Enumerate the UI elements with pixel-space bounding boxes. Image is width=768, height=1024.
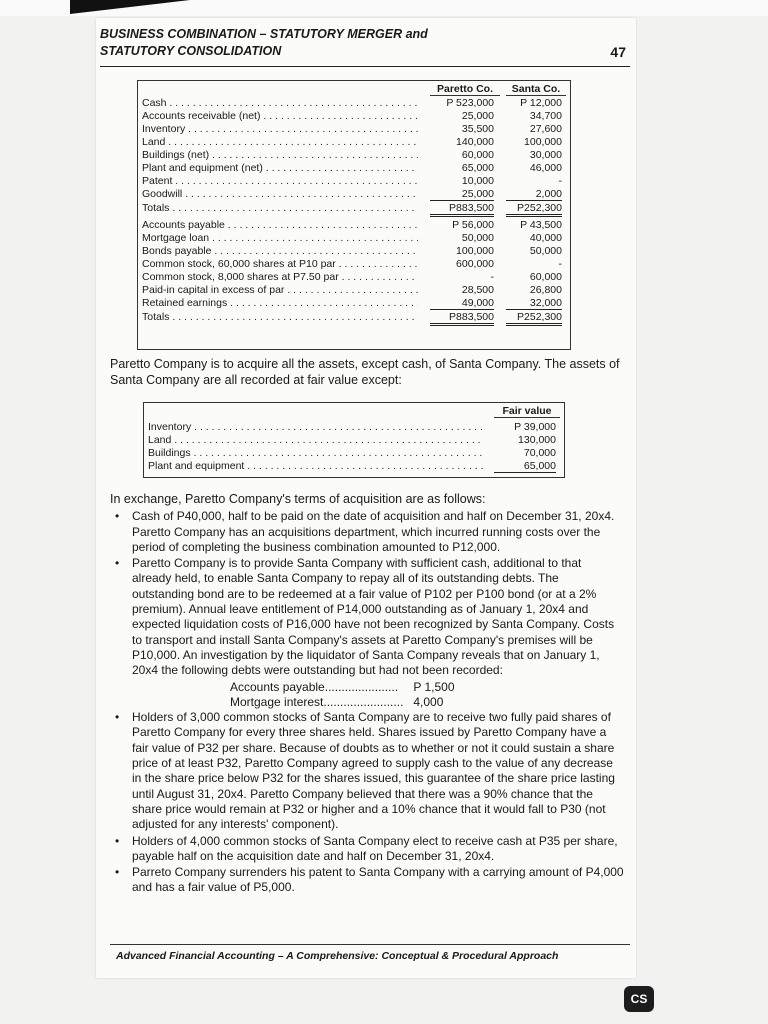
camscanner-badge: CS [624, 986, 654, 1012]
table-row [138, 258, 570, 270]
debt-value: P 1,500 [413, 679, 455, 694]
list-item [110, 710, 624, 832]
table-row [138, 232, 570, 244]
row-label: Totals . . . [142, 311, 418, 323]
fair-value: P 39,000 [514, 421, 556, 433]
table-row [138, 284, 570, 296]
row-label: Bonds payable . . . [142, 245, 418, 257]
intro-paragraph: Paretto Company is to acquire all the assets, except cash, of Santa Company. The assets of Santa Company are all recorded at fair value except: [110, 357, 620, 387]
paretto-value: - [490, 271, 494, 283]
santa-value: P 43,500 [520, 219, 562, 231]
table-row-total [138, 202, 570, 214]
paretto-value: P883,500 [430, 311, 494, 326]
row-label: Accounts receivable (net) . . . [142, 110, 418, 122]
paretto-value: P 523,000 [446, 97, 494, 109]
page-footer: Advanced Financial Accounting – A Comprehensive: Conceptual & Procedural Approach [116, 950, 559, 962]
table-row [144, 421, 564, 433]
balance-sheet-table [137, 80, 571, 350]
santa-value: 34,700 [529, 110, 562, 122]
paretto-value: 25,000 [430, 188, 494, 201]
santa-value: 27,600 [529, 123, 562, 135]
list-item [110, 834, 624, 865]
table-row [138, 123, 570, 135]
santa-value: 40,000 [529, 232, 562, 244]
row-label: Plant and equipment (net) . . . [142, 162, 418, 174]
table-row [138, 110, 570, 122]
row-label: Common stock, 8,000 shares at P7.50 par . . . [142, 271, 418, 283]
paretto-value: 35,500 [461, 123, 494, 135]
santa-value: P252,300 [506, 202, 562, 217]
row-label: Mortgage loan . . . [142, 232, 418, 244]
table-row [138, 162, 570, 174]
santa-value: 50,000 [529, 245, 562, 257]
table-row [138, 297, 570, 309]
row-label: Retained earnings . . . [142, 297, 418, 309]
santa-value: 32,000 [506, 297, 562, 310]
row-label: Goodwill . . . [142, 188, 418, 200]
bullet-text: Holders of 4,000 common stocks of Santa Company elect to receive cash at P35 per share, payable half on the acquisition date and half on December 31, 20x4. [132, 833, 618, 863]
row-label: Patent . . . [142, 175, 418, 187]
unrecorded-debt-row [110, 695, 624, 710]
paretto-value: 100,000 [456, 245, 494, 257]
bullet-text: Cash of P40,000, half to be paid on the date of acquisition and half on December 31, 20x4. Paretto Company has an acquisitions department, which incurred running costs over the period of completing the business combination amounted to P12,000. [132, 509, 615, 554]
paretto-value: 600,000 [456, 258, 494, 270]
debt-value: 4,000 [413, 694, 444, 709]
row-label: Inventory . . . [148, 421, 484, 433]
table-row [138, 271, 570, 283]
row-label: Plant and equipment . . . [148, 460, 484, 472]
page-header [100, 26, 630, 70]
row-label: Land . . . [148, 434, 484, 446]
santa-value: - [558, 258, 562, 270]
bullet-text: Holders of 3,000 common stocks of Santa Company are to receive two fully paid shares of Paretto Company for every three shares held. Shares issued by Paretto Company have a fair value of P32 per share. Because of doubts as to whether or not it could sustain a share price of at least P32, Paretto Company agreed to supply cash to the value of any decrease in the share price below P32 for the shares issued, this guarantee of the share price lasting until August 31, 20x4. Paretto Company believed that there was a 90% chance that the share price would remain at P32 or higher and a 10% chance that it would fall to P30 (not adjusted for any interests' component). [132, 710, 615, 832]
paretto-value: 140,000 [456, 136, 494, 148]
row-label: Inventory . . . [142, 123, 418, 135]
terms-intro: In exchange, Paretto Company's terms of acquisition are as follows: [110, 492, 486, 506]
santa-value: 100,000 [524, 136, 562, 148]
paretto-value: 10,000 [461, 175, 494, 187]
debt-label: Mortgage interest........................ [230, 694, 404, 709]
row-label: Land . . . [142, 136, 418, 148]
col-head-fair-value: Fair value [494, 405, 560, 418]
bullet-icon: • [115, 710, 120, 725]
santa-value: 46,000 [529, 162, 562, 174]
fair-value: 65,000 [494, 460, 556, 473]
row-label: Buildings . . . [148, 447, 484, 459]
table-row [138, 245, 570, 257]
paretto-value: P 56,000 [452, 219, 494, 231]
paretto-value: 49,000 [430, 297, 494, 310]
paretto-value: 50,000 [461, 232, 494, 244]
table-row [138, 136, 570, 148]
santa-value: 2,000 [506, 188, 562, 201]
unrecorded-debt-row [110, 680, 624, 695]
header-rule [100, 66, 630, 67]
santa-value: 30,000 [529, 149, 562, 161]
table-row [138, 219, 570, 231]
bullet-icon: • [115, 556, 120, 571]
row-label: Common stock, 60,000 shares at P10 par . . . [142, 258, 418, 270]
table-row [138, 188, 570, 200]
table-row [138, 149, 570, 161]
acquisition-terms [110, 492, 624, 897]
paretto-value: 60,000 [461, 149, 494, 161]
fair-value-table [143, 402, 565, 478]
paretto-value: 65,000 [461, 162, 494, 174]
paretto-value: 28,500 [461, 284, 494, 296]
bullet-text: Parreto Company surrenders his patent to Santa Company with a carrying amount of P4,000 and has a fair value of P5,000. [132, 865, 624, 895]
table-row [138, 97, 570, 109]
row-label: Totals . . . [142, 202, 418, 214]
table-row [144, 434, 564, 446]
santa-value: 60,000 [529, 271, 562, 283]
debt-label: Accounts payable...................... [230, 679, 399, 694]
list-item [110, 865, 624, 896]
santa-value: P252,300 [506, 311, 562, 326]
page-number: 47 [610, 44, 626, 60]
list-item [110, 556, 624, 678]
row-label: Cash . . . [142, 97, 418, 109]
col-head-paretto: Paretto Co. [430, 83, 500, 96]
row-label: Accounts payable . . . [142, 219, 418, 231]
row-label: Buildings (net) . . . [142, 149, 418, 161]
fair-value: 70,000 [523, 447, 556, 459]
col-head-santa: Santa Co. [506, 83, 566, 96]
table-row-total [138, 311, 570, 323]
chapter-title-line2: STATUTORY CONSOLIDATION [100, 44, 282, 58]
fair-value: 130,000 [518, 434, 556, 446]
table-row [138, 175, 570, 187]
bullet-icon: • [115, 865, 120, 880]
paretto-value: P883,500 [430, 202, 494, 217]
paretto-value: 25,000 [461, 110, 494, 122]
santa-value: - [558, 175, 562, 187]
santa-value: P 12,000 [520, 97, 562, 109]
table-row [144, 460, 564, 472]
row-label: Paid-in capital in excess of par . . . [142, 284, 418, 296]
bullet-icon: • [115, 509, 120, 524]
bullet-icon: • [115, 833, 120, 848]
list-item [110, 509, 624, 555]
chapter-title-line1: BUSINESS COMBINATION – STATUTORY MERGER and [100, 27, 428, 41]
footer-rule [110, 944, 630, 945]
bullet-text: Paretto Company is to provide Santa Company with sufficient cash, additional to that already held, to enable Santa Company to repay all of its outstanding debts. The outstanding bond are to be redeemed at a fair value of P102 per P100 bond (or at a 2% premium). Annual leave entitlement of P14,000 outstanding as of January 1, 20x4 and expected liquidation costs of P16,000 have not been recognized by Santa Company. Costs to transport and install Santa Company's assets at Paretto Company's premises will be P10,000. An investigation by the liquidator of Santa Company reveals that on January 1, 20x4 the following debts were outstanding but had not been recorded: [132, 556, 615, 678]
santa-value: 26,800 [529, 284, 562, 296]
table-row [144, 447, 564, 459]
